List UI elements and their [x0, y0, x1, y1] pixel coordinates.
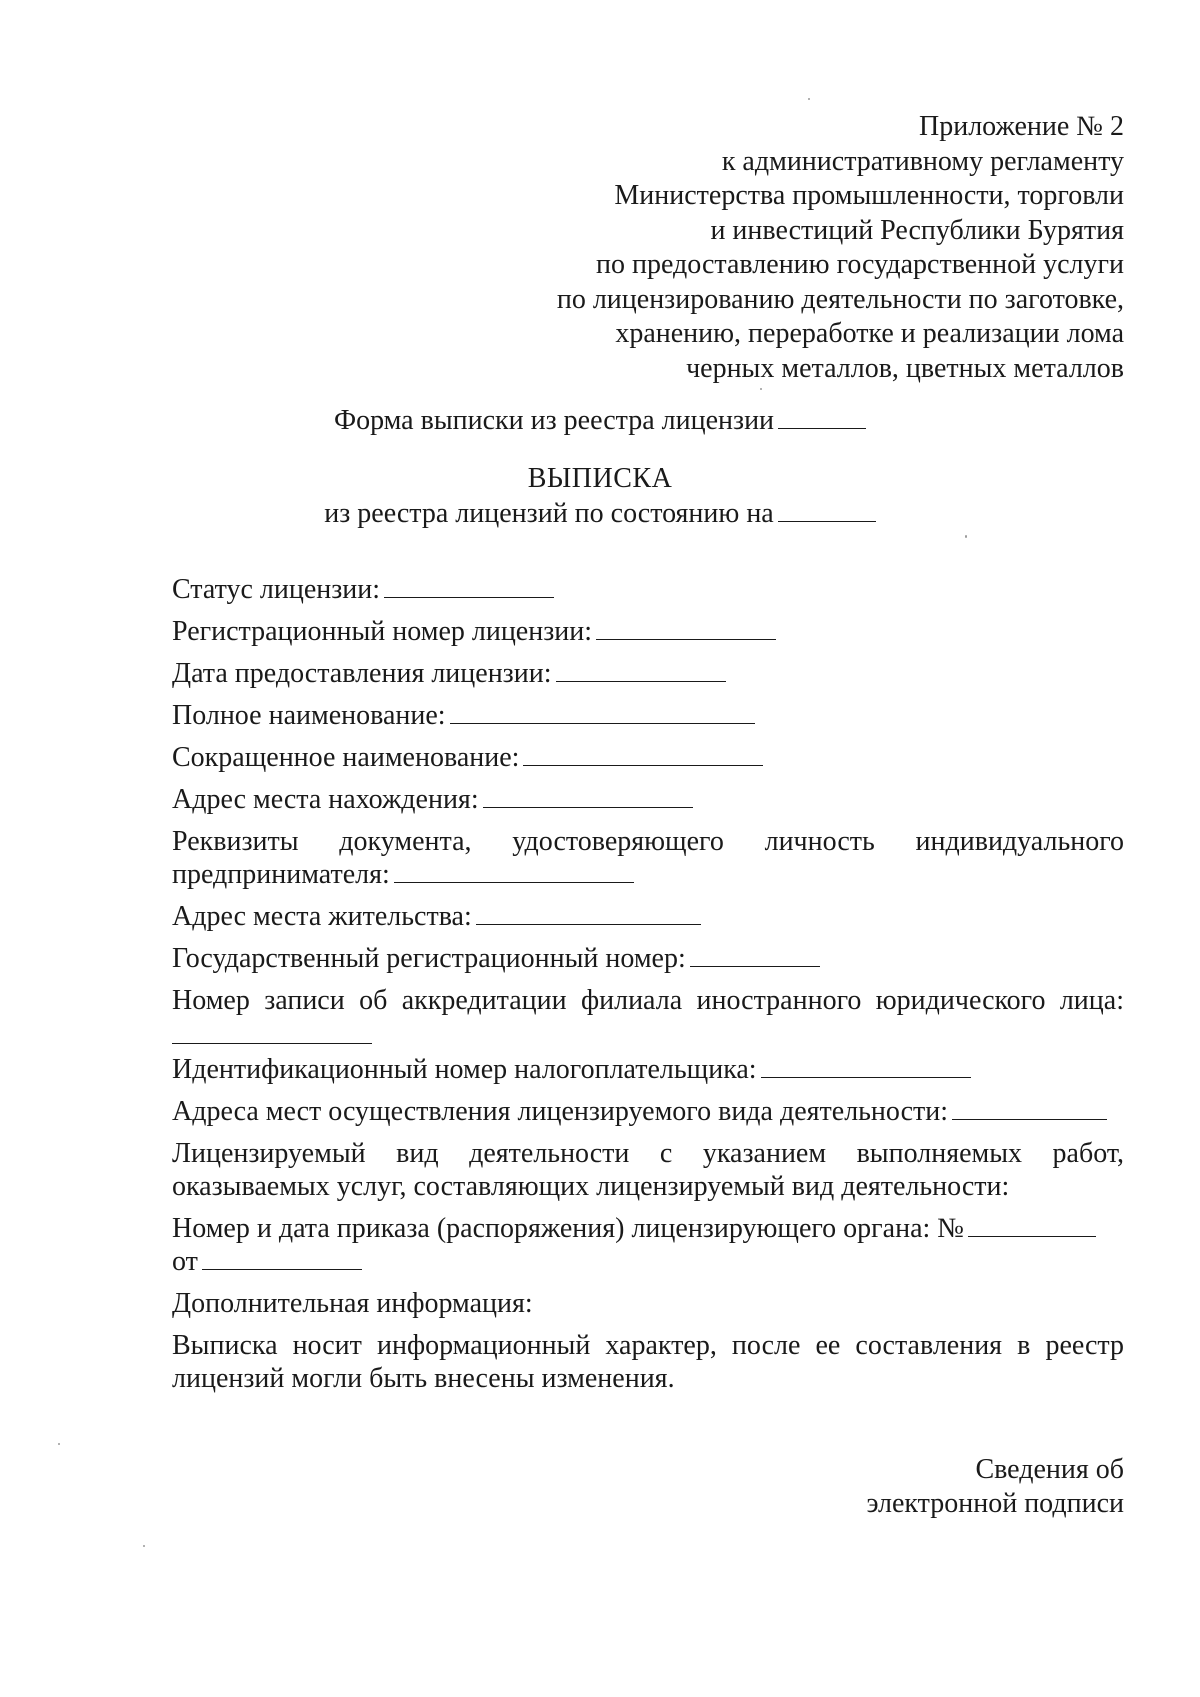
- field-label: предпринимателя:: [172, 859, 390, 890]
- field-blank: [450, 701, 755, 724]
- field-reg-number: [172, 615, 1124, 648]
- field-blank: [202, 1247, 362, 1270]
- scan-speck: [965, 535, 967, 538]
- appendix-header: [557, 110, 1124, 386]
- field-blank: [172, 1017, 372, 1044]
- scan-speck: [760, 388, 762, 390]
- field-status: [172, 573, 1124, 606]
- field-label: Номер записи об аккредитации филиала иностранного юридического лица:: [172, 985, 1124, 1016]
- field-label: Дата предоставления лицензии:: [172, 658, 552, 689]
- field-blank: [523, 743, 763, 766]
- field-label: Регистрационный номер лицензии:: [172, 616, 593, 647]
- appendix-line: по предоставлению государственной услуги: [596, 249, 1124, 280]
- appendix-line: и инвестиций Республики Бурятия: [710, 214, 1124, 246]
- field-grant-date: [172, 657, 1124, 690]
- document-title: ВЫПИСКА: [527, 463, 673, 494]
- field-blank: [761, 1055, 971, 1078]
- field-label-row: [172, 1212, 1124, 1245]
- field-additional-info: [172, 1287, 1124, 1320]
- appendix-line: к административному регламенту: [721, 145, 1124, 177]
- scan-speck: [58, 1443, 60, 1445]
- field-blank: [483, 785, 693, 808]
- field-label: оказываемых услуг, составляющих лицензируемый вид деятельности:: [172, 1171, 1010, 1202]
- field-blank: [596, 617, 776, 640]
- field-short-name: [172, 741, 1124, 774]
- appendix-line: Министерства промышленности, торговли: [614, 180, 1124, 211]
- field-blank: [952, 1097, 1107, 1120]
- fields-list: [172, 573, 1124, 1404]
- date-blank: [778, 499, 876, 522]
- field-activity-addresses: [172, 1095, 1124, 1128]
- field-blank: [556, 659, 726, 682]
- field-label: Адрес места жительства:: [172, 901, 472, 932]
- field-label: Реквизиты документа, удостоверяющего личность индивидуального: [172, 826, 1124, 857]
- field-blank: [384, 575, 554, 598]
- field-order: [172, 1212, 1124, 1278]
- scan-speck: [808, 98, 810, 100]
- document-subtitle: [0, 497, 1200, 531]
- signature-block: [867, 1453, 1124, 1521]
- form-title: [0, 404, 1200, 438]
- appendix-line: хранению, переработке и реализации лома: [615, 318, 1124, 349]
- field-label: Номер и дата приказа (распоряжения) лицензирующего органа: №: [172, 1213, 964, 1244]
- field-full-name: [172, 699, 1124, 732]
- field-blank: [476, 902, 701, 925]
- field-label: Государственный регистрационный номер:: [172, 943, 686, 974]
- field-blank: [968, 1214, 1096, 1237]
- field-label: Адреса мест осуществления лицензируемого вида деятельности:: [172, 1096, 949, 1127]
- field-label: Адрес места нахождения:: [172, 784, 479, 815]
- field-label: Сокращенное наименование:: [172, 742, 520, 773]
- appendix-line: черных металлов, цветных металлов: [686, 352, 1124, 384]
- subtitle-text: из реестра лицензий по состоянию на: [324, 498, 774, 529]
- field-id-document: [172, 825, 1124, 891]
- signature-line: электронной подписи: [866, 1488, 1124, 1519]
- field-label: Лицензируемый вид деятельности с указанием выполняемых работ,: [172, 1138, 1124, 1169]
- field-inn: [172, 1053, 1124, 1086]
- field-state-reg-number: [172, 942, 1124, 975]
- field-label: Статус лицензии:: [172, 574, 381, 605]
- field-location-address: [172, 783, 1124, 816]
- field-label: от: [172, 1246, 198, 1277]
- field-activity-type: [172, 1137, 1124, 1203]
- appendix-line: по лицензированию деятельности по заготовке,: [556, 283, 1124, 315]
- signature-line: Сведения об: [975, 1454, 1124, 1485]
- disclaimer-text: Выписка носит информационный характер, после ее составления в реестр лицензий могли быть внесены изменения.: [172, 1330, 1124, 1394]
- field-branch-accreditation: [172, 984, 1124, 1044]
- field-label-cont: [172, 858, 1124, 891]
- field-label: Дополнительная информация:: [172, 1288, 533, 1319]
- field-blank: [394, 860, 634, 883]
- field-blank: [690, 944, 820, 967]
- scan-speck: [143, 1545, 145, 1547]
- field-label-row: [172, 1245, 1124, 1278]
- form-title-text: Форма выписки из реестра лицензии: [333, 405, 775, 436]
- field-label: Идентификационный номер налогоплательщика:: [172, 1054, 757, 1085]
- appendix-line: Приложение № 2: [919, 111, 1124, 142]
- form-number-blank: [778, 406, 866, 429]
- field-residence-address: [172, 900, 1124, 933]
- field-label: Полное наименование:: [172, 700, 446, 731]
